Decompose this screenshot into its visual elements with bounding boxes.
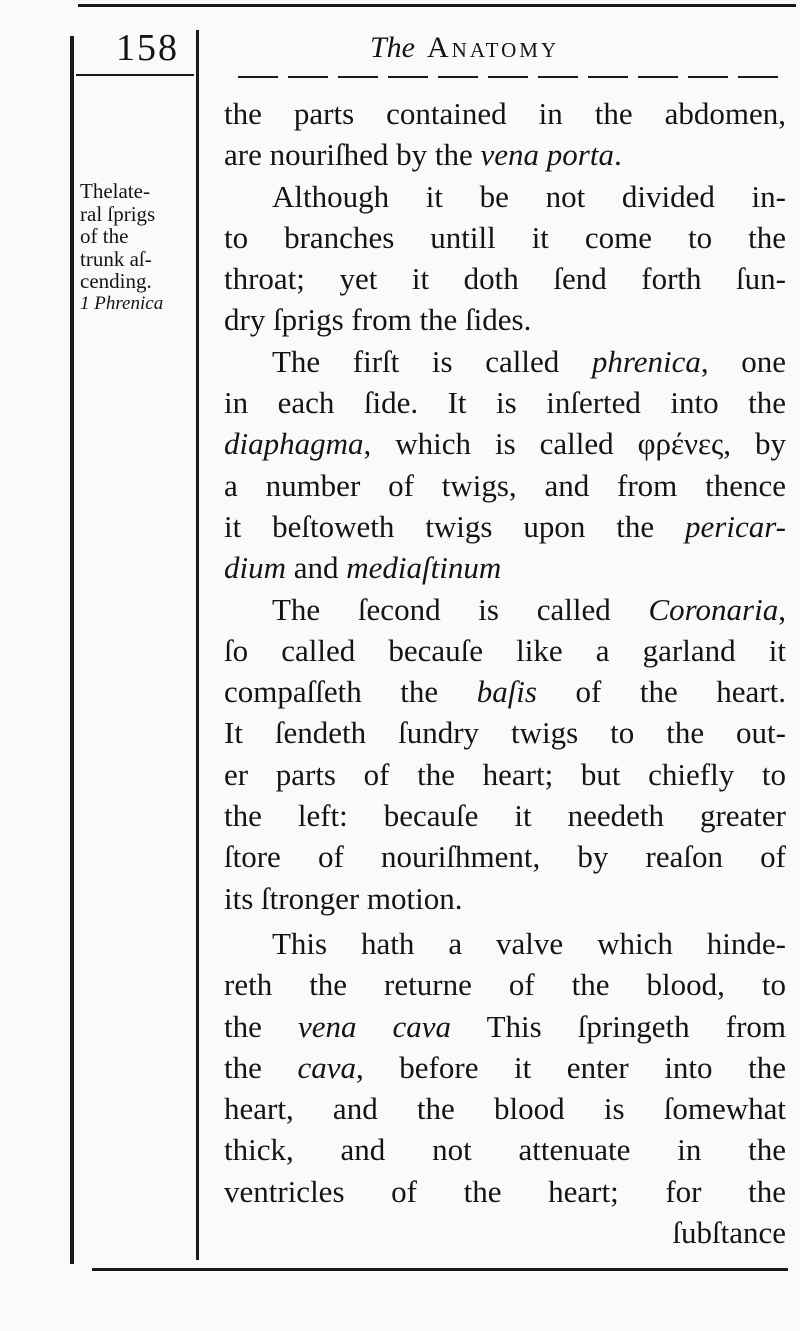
text-line: Although it be not divided in- (272, 178, 786, 214)
text-line: to branches untill it come to the (224, 219, 786, 255)
text-line: thick, and not attenuate in the (224, 1132, 786, 1168)
main-text-column (224, 93, 786, 1253)
text-line: the vena cava This ſpringeth from (224, 1008, 786, 1044)
text-line: a number of twigs, and from thence (224, 467, 786, 503)
text-line: the left: becauſe it needeth greater (224, 798, 786, 834)
running-head-title: Anatomy (427, 31, 560, 64)
text-line: heart, and the blood is ſomewhat (224, 1091, 786, 1127)
text-line: throat; yet it doth ſend forth ſun- (224, 261, 786, 297)
left-margin-rule (70, 36, 74, 1264)
margin-line: cending. (80, 269, 152, 293)
margin-line: Thelate- (80, 179, 150, 203)
margin-line: ral ſprigs (80, 201, 156, 226)
text-line: its ſtronger motion. (224, 880, 463, 916)
running-head (370, 28, 559, 68)
bottom-rule (92, 1268, 788, 1271)
text-line: er parts of the heart; but chiefly to (224, 756, 786, 792)
text-line: The ſecond is called Coronaria, (272, 591, 786, 627)
text-line: The firſt is called phrenica, one (272, 343, 786, 379)
text-line: ventricles of the heart; for the (224, 1173, 786, 1209)
top-rule (78, 4, 796, 7)
catchword: ſubſtance (672, 1215, 786, 1251)
text-line: ſo called becauſe like a garland it (224, 632, 786, 668)
text-line: are nouriſhed by the vena porta. (224, 137, 622, 173)
margin-line: 1 Phrenica (80, 292, 164, 314)
text-line: dry ſprigs from the ſides. (224, 302, 532, 338)
marginal-note (80, 180, 194, 315)
folio-underline (76, 74, 194, 76)
margin-line: trunk aſ- (80, 246, 152, 271)
text-line: compaſſeth the baſis of the heart. (224, 674, 786, 710)
text-line: the parts contained in the abdomen, (224, 96, 786, 131)
text-line: ſtore of nouriſhment, by reaſon of (224, 839, 786, 875)
text-line: dium and mediaſtinum (224, 550, 502, 586)
column-divider-rule (196, 30, 199, 1260)
running-head-underline (238, 76, 788, 78)
text-line: the cava, before it enter into the (224, 1049, 786, 1085)
text-line: diaphagma, which is called φρένες, by (224, 426, 786, 462)
text-line: in each ſide. It is inſerted into the (224, 385, 786, 421)
page-number: 158 (116, 27, 179, 69)
running-head-article: The (370, 31, 415, 64)
margin-line: of the (80, 224, 129, 248)
text-line: reth the returne of the blood, to (224, 967, 786, 1003)
text-line: This hath a valve which hinde- (272, 925, 786, 961)
text-line: It ſendeth ſundry twigs to the out- (224, 715, 786, 751)
text-line: it beſtoweth twigs upon the pericar- (224, 508, 786, 544)
